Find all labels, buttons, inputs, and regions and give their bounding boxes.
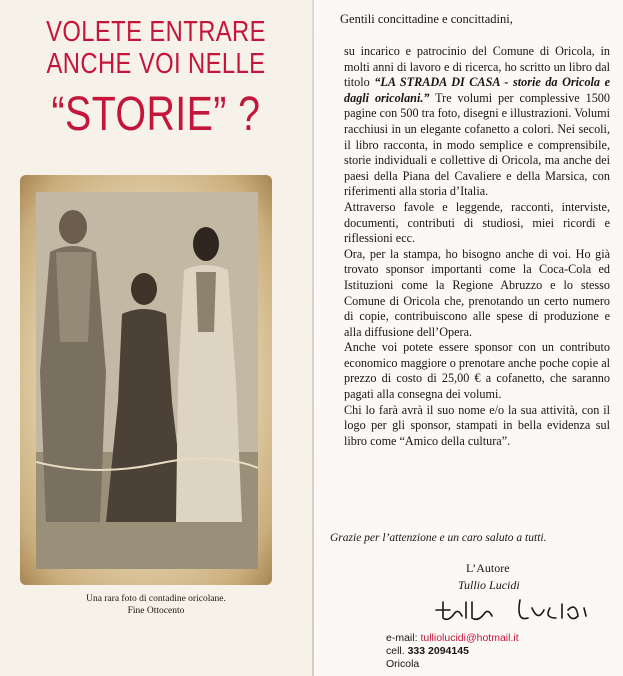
cell-number: 333 2094145 [407, 645, 469, 657]
photo-caption: Una rara foto di contadine oricolane. [86, 594, 226, 604]
author-name: Tullio Lucidi [458, 578, 520, 592]
intro-text-cont: Tre volumi per complessive 1500 pagine con 500 tra foto, disegni e illustrazioni. Volumi racchiusi in un elegante cofanetto a colori. Nei secoli, il libro racconta, in modo semplice e comprensibile, storie individuali e collettive di Oricola, ma anche dei paesi della Piana del Cavaliere e della Marsica, con riferimenti alla storia d’Italia. [344, 90, 610, 199]
cell-label: cell. [386, 645, 408, 657]
author-label: L’Autore [466, 561, 510, 575]
contact-email [386, 632, 519, 645]
headline-line-1: VOLETE ENTRARE [46, 16, 266, 48]
paragraph-3: Ora, per la stampa, ho bisogno anche di voi. Ho già trovato sponsor importanti come la Coca-Cola ed Istituzioni come la Regione Abruzzo e lo stesso Comune di Oricola che, prenotando un certo numero di copie, contribuiscono alle spese di produzione e alla diffusione dell’Opera. [344, 246, 610, 339]
handwritten-signature [428, 588, 593, 628]
paragraph-4: Anche voi potete essere sponsor con un contributo economico maggiore o prenotare anche poche copie al prezzo di costo di 25,00 € a cofanetto, che saranno pagati alla consegna dei volumi. [344, 340, 610, 402]
email-label: e-mail: [386, 632, 421, 644]
email-link[interactable]: tulliolucidi@hotmail.it [420, 632, 519, 644]
contact-cell [386, 645, 469, 658]
greeting: Gentili concittadine e concittadini, [340, 12, 513, 26]
paragraph-5: Chi lo farà avrà il suo nome e/o la sua attività, con il logo per gli sponsor, stampati in bella evidenza sul libro come “Amico della cultura”. [344, 402, 610, 448]
book-title: “LA STRADA DI CASA - storie da Oricola e dagli oricolani.” [344, 75, 610, 105]
intro-paragraph [344, 44, 610, 200]
letter-body [344, 44, 610, 449]
closing-line: Grazie per l’attenzione e un caro saluto a tutti. [330, 532, 547, 544]
historic-photo [36, 192, 258, 569]
photo-caption-date: Fine Ottocento [127, 606, 185, 616]
contact-town: Oricola [386, 658, 420, 670]
headline-line-2: ANCHE VOI NELLE [46, 48, 266, 80]
headline-storie: “STORIE” ? [51, 88, 261, 141]
photo-illustration [36, 192, 258, 569]
paragraph-2: Attraverso favole e leggende, racconti, interviste, documenti, contributi di studiosi, miei ricordi e riflessioni ecc. [344, 199, 610, 246]
intro-text: su incarico e patrocinio del Comune di Oricola, in molti anni di lavoro e di ricerca, ho scritto un libro dal titolo [344, 44, 610, 90]
